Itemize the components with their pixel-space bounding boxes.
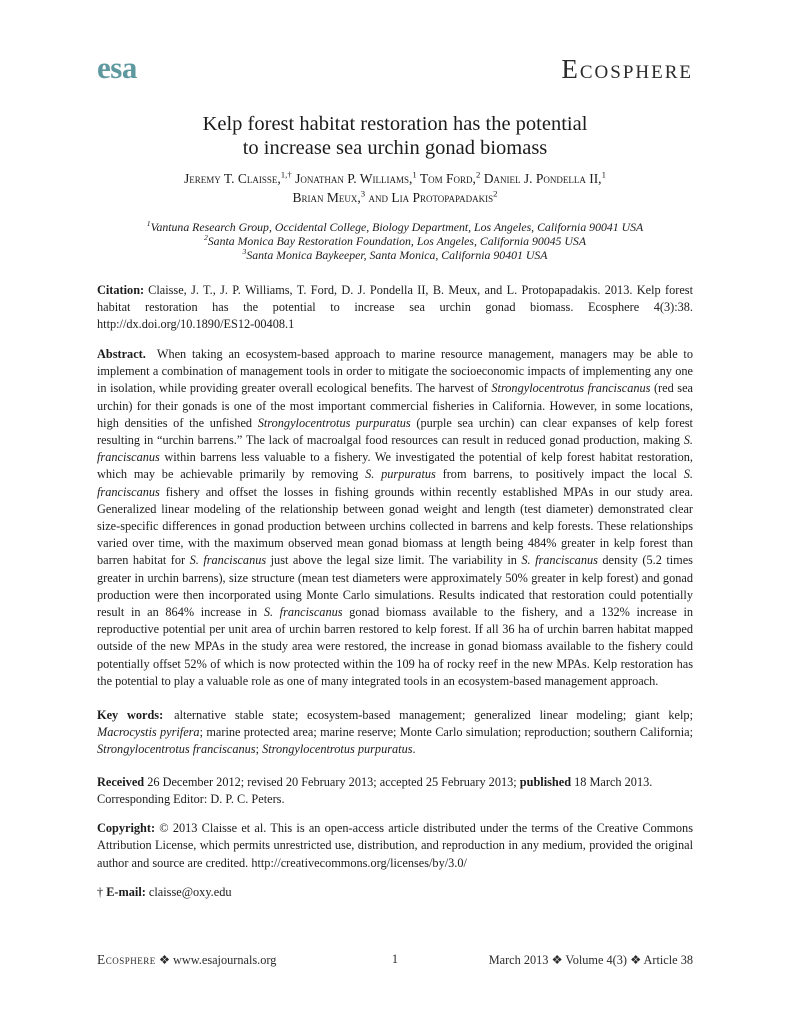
copyright-block: Copyright: © 2013 Claisse et al. This is an open-access article distributed under the terms of the Creative Commons Attribution License, which permits unrestricted use, distribution, and reproduction in any medium, provided the original author and source are credited. http://creativecommons.org/licenses/by/3.0/ [97,821,693,870]
citation-label: Citation: [97,283,145,297]
affiliation-item: $^3$Santa Monica Baykeeper, Santa Monica, California 90401 USA [242,247,548,262]
footer-journal-name: Ecosphere [97,952,156,967]
corresponding-editor-line: Corresponding Editor: D. P. C. Peters. [97,791,285,806]
esa-logo: esa [97,50,137,85]
author-list [97,169,693,207]
abstract-block [97,346,693,690]
keywords-block [97,707,693,759]
article-title [97,112,693,160]
footer-url: ❖ www.esajournals.org [158,953,277,967]
journal-wordmark: Ecosphere [561,54,693,84]
footer-journal-url [97,952,276,968]
article-title-line1: Kelp forest habitat restoration has the potential [202,113,588,135]
dates-line: Received 26 December 2012; revised 20 February 2013; accepted 25 February 2013; published 18 March 2013. [97,774,653,789]
masthead [97,0,693,86]
email-line: † E-mail: claisse@oxy.edu [97,885,232,900]
citation-block [97,282,693,334]
affiliation-item: $^2$Santa Monica Bay Restoration Foundation, Los Angeles, California 90045 USA [203,233,587,248]
affiliation-list [97,220,693,262]
dates-block [97,774,693,808]
citation-text: Claisse, J. T., J. P. Williams, T. Ford, D. J. Pondella II, B. Meux, and L. Protopapadakis. 2013. Kelp forest habitat restoration has the potential to increase sea urchin gonad biomass. Ecosphere 4(3):38. http://dx.doi.org/10.1890/ES12-00408.1 [97,283,693,332]
author-line: Brian Meux,$^3$ and Lia Protopapadakis$^2$ [292,188,498,205]
footer-issue-info: March 2013 ❖ Volume 4(3) ❖ Article 38 [488,953,693,967]
keywords-label: Key words: [97,707,164,722]
abstract-text: When taking an ecosystem-based approach to marine resource management, managers may be able to implement a combination of management tools in order to mitigate the socioeconomic impacts of implementing any one in isolation, while providing greater overall ecological benefits. The harvest of Strongylocentrotus franciscanus (red sea urchin) for their gonads is one of the most important commercial fisheries in California. However, in some locations, high densities of the unfished Strongylocentrotus purpuratus (purple sea urchin) can clear expanses of kelp forest resulting in “urchin barrens.” The lack of macroalgal food resources can result in reduced gonad production, making S. franciscanus within barrens less valuable to a fishery. We investigated the potential of kelp forest habitat restoration, which may be achievable primarily by removing S. purpuratus from barrens, to positively impact the local S. franciscanus fishery and offset the losses in fishing grounds within recently established MPAs in our study area. Generalized linear modeling of the relationship between gonad weight and length (test diameter) demonstrated clear size-specific differences in gonad production between urchins collected in barrens and kelp forests. These relationships varied over time, with the maximum observed mean gonad biomass at length being 484% greater in kelp forest than barren habitat for S. franciscanus just above the legal size limit. The variability in S. franciscanus density (5.2 times greater in urchin barrens), size structure (mean test diameters were approximately 50% greater in kelp forest) and gonad production were then incorporated using Monte Carlo simulations. Results indicated that restoration could potentially result in an 864% increase in S. franciscanus gonad biomass available to the fishery, and a 132% increase in reproductive potential per unit area of urchin barren restored to kelp forest. If all 36 ha of urchin barren habitat mapped outside of the new MPAs in the study area were restored, the increase in gonad biomass available to the fishery could potentially offset 52% of which is now protected within the 109 ha of rocky reef in the new MPAs. Kelp restoration has the potential to play a valuable role as one of many integrated tools in an ecosystem-based management approach. [97,346,694,688]
page-footer [97,952,693,968]
abstract-label: Abstract. [97,346,146,361]
keywords-text: alternative stable state; ecosystem-based management; generalized linear modeling; giant kelp; Macrocystis pyrifera; marine protected area; marine reserve; Monte Carlo simulation; reproduction; southern California; Strongylocentrotus franciscanus; Strongylocentrotus purpuratus. [97,707,694,757]
affiliation-item: $^1$Vantuna Research Group, Occidental College, Biology Department, Los Angeles, California 90041 USA [146,219,644,234]
author-line: Jeremy T. Claisse,$^{1,\dagger}$ Jonathan P. Williams,$^1$ Tom Ford,$^2$ Daniel J. Pondella II,$^1$ [184,169,606,186]
article-title-line2: to increase sea urchin gonad biomass [242,137,548,159]
page-number: 1 [391,952,399,966]
